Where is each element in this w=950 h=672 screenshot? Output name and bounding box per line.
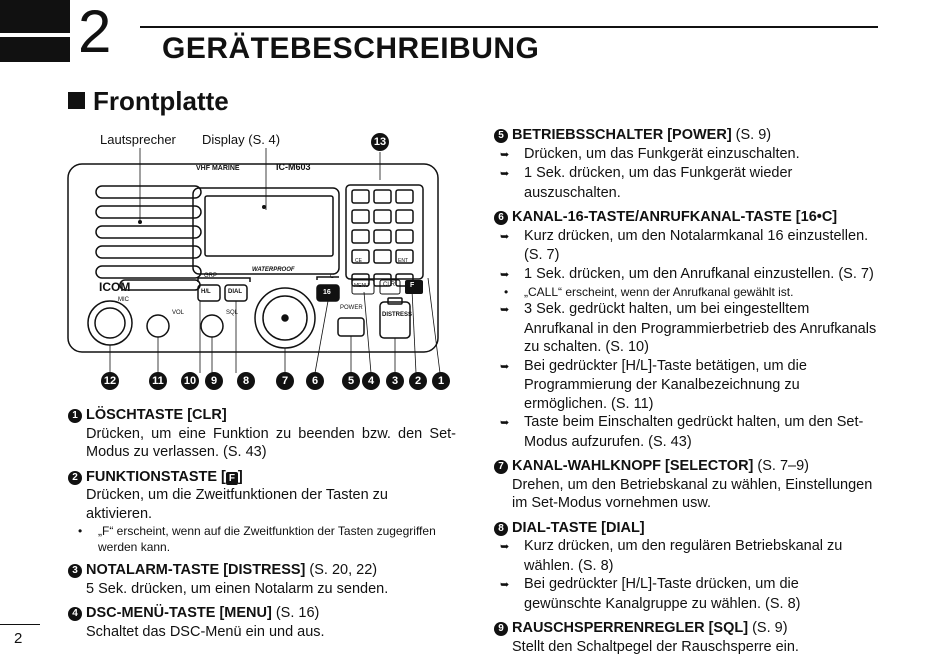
page-number: 2 [14,630,23,647]
power-label: POWER [340,305,363,311]
callout-9: 9 [205,372,223,390]
item-3-text: 5 Sek. drücken, um einen Notalarm zu senden. [86,580,389,597]
item-5-number: 5 [494,129,508,143]
dial-key: DIAL [228,289,242,295]
chapter-title: GERÄTEBESCHREIBUNG [162,32,540,65]
item-3-heading [68,561,456,580]
item-1-text: Drücken, um eine Funktion zu beenden bzw. den Set-Modus zu verlassen. (S. 43) [86,425,456,460]
item-8-number: 8 [494,522,508,536]
item-4 [68,604,456,641]
callout-7: 7 [276,372,294,390]
square-bullet-icon [68,92,85,109]
model-text: IC-M603 [276,162,311,172]
item-1 [68,406,456,462]
grp-label: GRP [204,273,218,279]
item-5-bullet-1: ➥ Drücken, um das Funkgerät einzuschalten. [494,145,880,165]
item-7-title: KANAL-WAHLKNOPF [SELECTOR] [512,458,754,474]
item-3-title: NOTALARM-TASTE [DISTRESS] [86,562,306,578]
ent-key: ENT [398,258,408,264]
brand-logo: ICOM [99,280,131,294]
item-4-title: DSC-MENÜ-TASTE [MENU] [86,605,272,621]
item-7-text: Drehen, um den Betriebskanal zu wählen, Einstellungen im Set-Modus vornehmen usw. [512,476,873,511]
item-7 [494,457,880,513]
callout-11: 11 [149,372,167,390]
item-2-note: • „F“ erscheint, wenn auf die Zweitfunktion der Tasten zugegriffen werden kann. [68,523,456,555]
item-4-number: 4 [68,607,82,621]
item-6-heading [494,208,880,227]
item-8 [494,519,880,614]
item-5-bullet-2: ➥ 1 Sek. drücken, um das Funkgerät wieder auszuschalten. [494,164,880,202]
item-2-text: Drücken, um die Zweitfunktionen der Tasten zu aktivieren. [86,487,388,522]
item-4-heading [68,604,456,623]
item-3-ref: (S. 20, 22) [305,562,378,578]
item-9-ref: (S. 9) [748,620,788,636]
item-6-bullet-2: ➥ 1 Sek. drücken, um den Anrufkanal einzustellen. (S. 7) [494,265,880,285]
item-2-title-end: ] [237,468,243,485]
chapter-tab [0,0,70,62]
chapter-number: 2 [78,0,112,65]
distress-label: DISTRESS [382,312,413,318]
callout-6: 6 [306,372,324,390]
item-3-number: 3 [68,564,82,578]
item-8-title: DIAL-TASTE [DIAL] [512,519,645,536]
item-6-number: 6 [494,211,508,225]
item-7-number: 7 [494,460,508,474]
callout-4: 4 [362,372,380,390]
item-1-title: LÖSCHTASTE [CLR] [86,407,227,423]
waterproof-text: WATERPROOF [252,267,295,273]
chapter-rule [140,26,878,28]
k16-key: 16 [323,289,331,296]
item-6-bullet-4: ➥ Bei gedrückter [H/L]-Taste betätigen, um die Programmierung der Kanalbezeichnung zu ermöglichen. (S. 11) [494,357,880,414]
right-column [494,126,880,662]
page-rule [0,624,40,625]
item-6-title: KANAL-16-TASTE/ANRUFKANAL-TASTE [16•C] [512,209,838,225]
item-7-heading [494,457,880,476]
f-key: F [410,282,415,289]
item-2-number: 2 [68,471,82,485]
item-1-number: 1 [68,409,82,423]
callout-12: 12 [101,372,119,390]
section-title-text: Frontplatte [93,86,229,116]
item-5 [494,126,880,202]
item-8-heading [494,519,880,538]
item-1-heading [68,406,456,425]
item-4-ref: (S. 16) [271,605,320,621]
menu-key: MENU [354,283,369,289]
callout-3: 3 [386,372,404,390]
item-9-title: RAUSCHSPERRENREGLER [SQL] [512,620,749,636]
item-9-heading [494,619,880,638]
item-9-text: Stellt den Schaltpegel der Rauschsperre ein. [512,638,799,655]
item-8-bullet-2: ➥ Bei gedrückter [H/L]-Taste drücken, um die gewünschte Kanalgruppe zu wählen. (S. 8) [494,575,880,613]
mic-label: MIC [118,297,129,303]
item-6-bullet-1: ➥ Kurz drücken, um den Notalarmkanal 16 einzustellen. (S. 7) [494,227,880,265]
item-8-bullet-1: ➥ Kurz drücken, um den regulären Betriebskanal zu wählen. (S. 8) [494,537,880,575]
item-5-title: BETRIEBSSCHALTER [POWER] [512,127,732,143]
item-6 [494,208,880,451]
callout-2: 2 [409,372,427,390]
item-5-heading [494,126,880,145]
item-3 [68,561,456,598]
callout-5: 5 [342,372,360,390]
callout-13: 13 [371,133,389,151]
item-6-bullet-3: ➥ 3 Sek. gedrückt halten, um bei eingestelltem Anrufkanal in den Programmierbetrieb des Anrufkanals zu schalten. (S. 10) [494,300,880,357]
item-7-ref: (S. 7–9) [753,458,809,474]
panel-text: VHF MARINE [196,165,240,172]
hl-key: H/L [201,289,211,295]
item-4-text: Schaltet das DSC-Menü ein und aus. [86,623,325,640]
section-title [68,86,229,117]
tab-stripe [0,33,70,37]
item-2 [68,468,456,556]
clr-key: CLR [383,282,396,288]
sql-label: SQL [226,310,239,316]
item-2-title: FUNKTIONSTASTE [ [86,468,226,485]
callout-1: 1 [432,372,450,390]
f-key-icon: F [226,472,238,485]
item-9-number: 9 [494,622,508,636]
item-9 [494,619,880,656]
callout-10: 10 [181,372,199,390]
callout-8: 8 [237,372,255,390]
item-6-bullet-5: ➥ Taste beim Einschalten gedrückt halten, um den Set-Modus aufzurufen. (S. 43) [494,413,880,451]
item-2-heading [68,468,456,487]
item-5-ref: (S. 9) [731,127,772,143]
label-display: Display (S. 4) [202,132,281,147]
vol-label: VOL [172,310,185,316]
item-6-note: • „CALL“ erscheint, wenn der Anrufkanal gewählt ist. [494,284,880,300]
left-column [68,406,456,647]
c-label: C [330,274,335,280]
label-speaker: Lautsprecher [100,132,176,147]
ce-key: CE [355,258,362,264]
